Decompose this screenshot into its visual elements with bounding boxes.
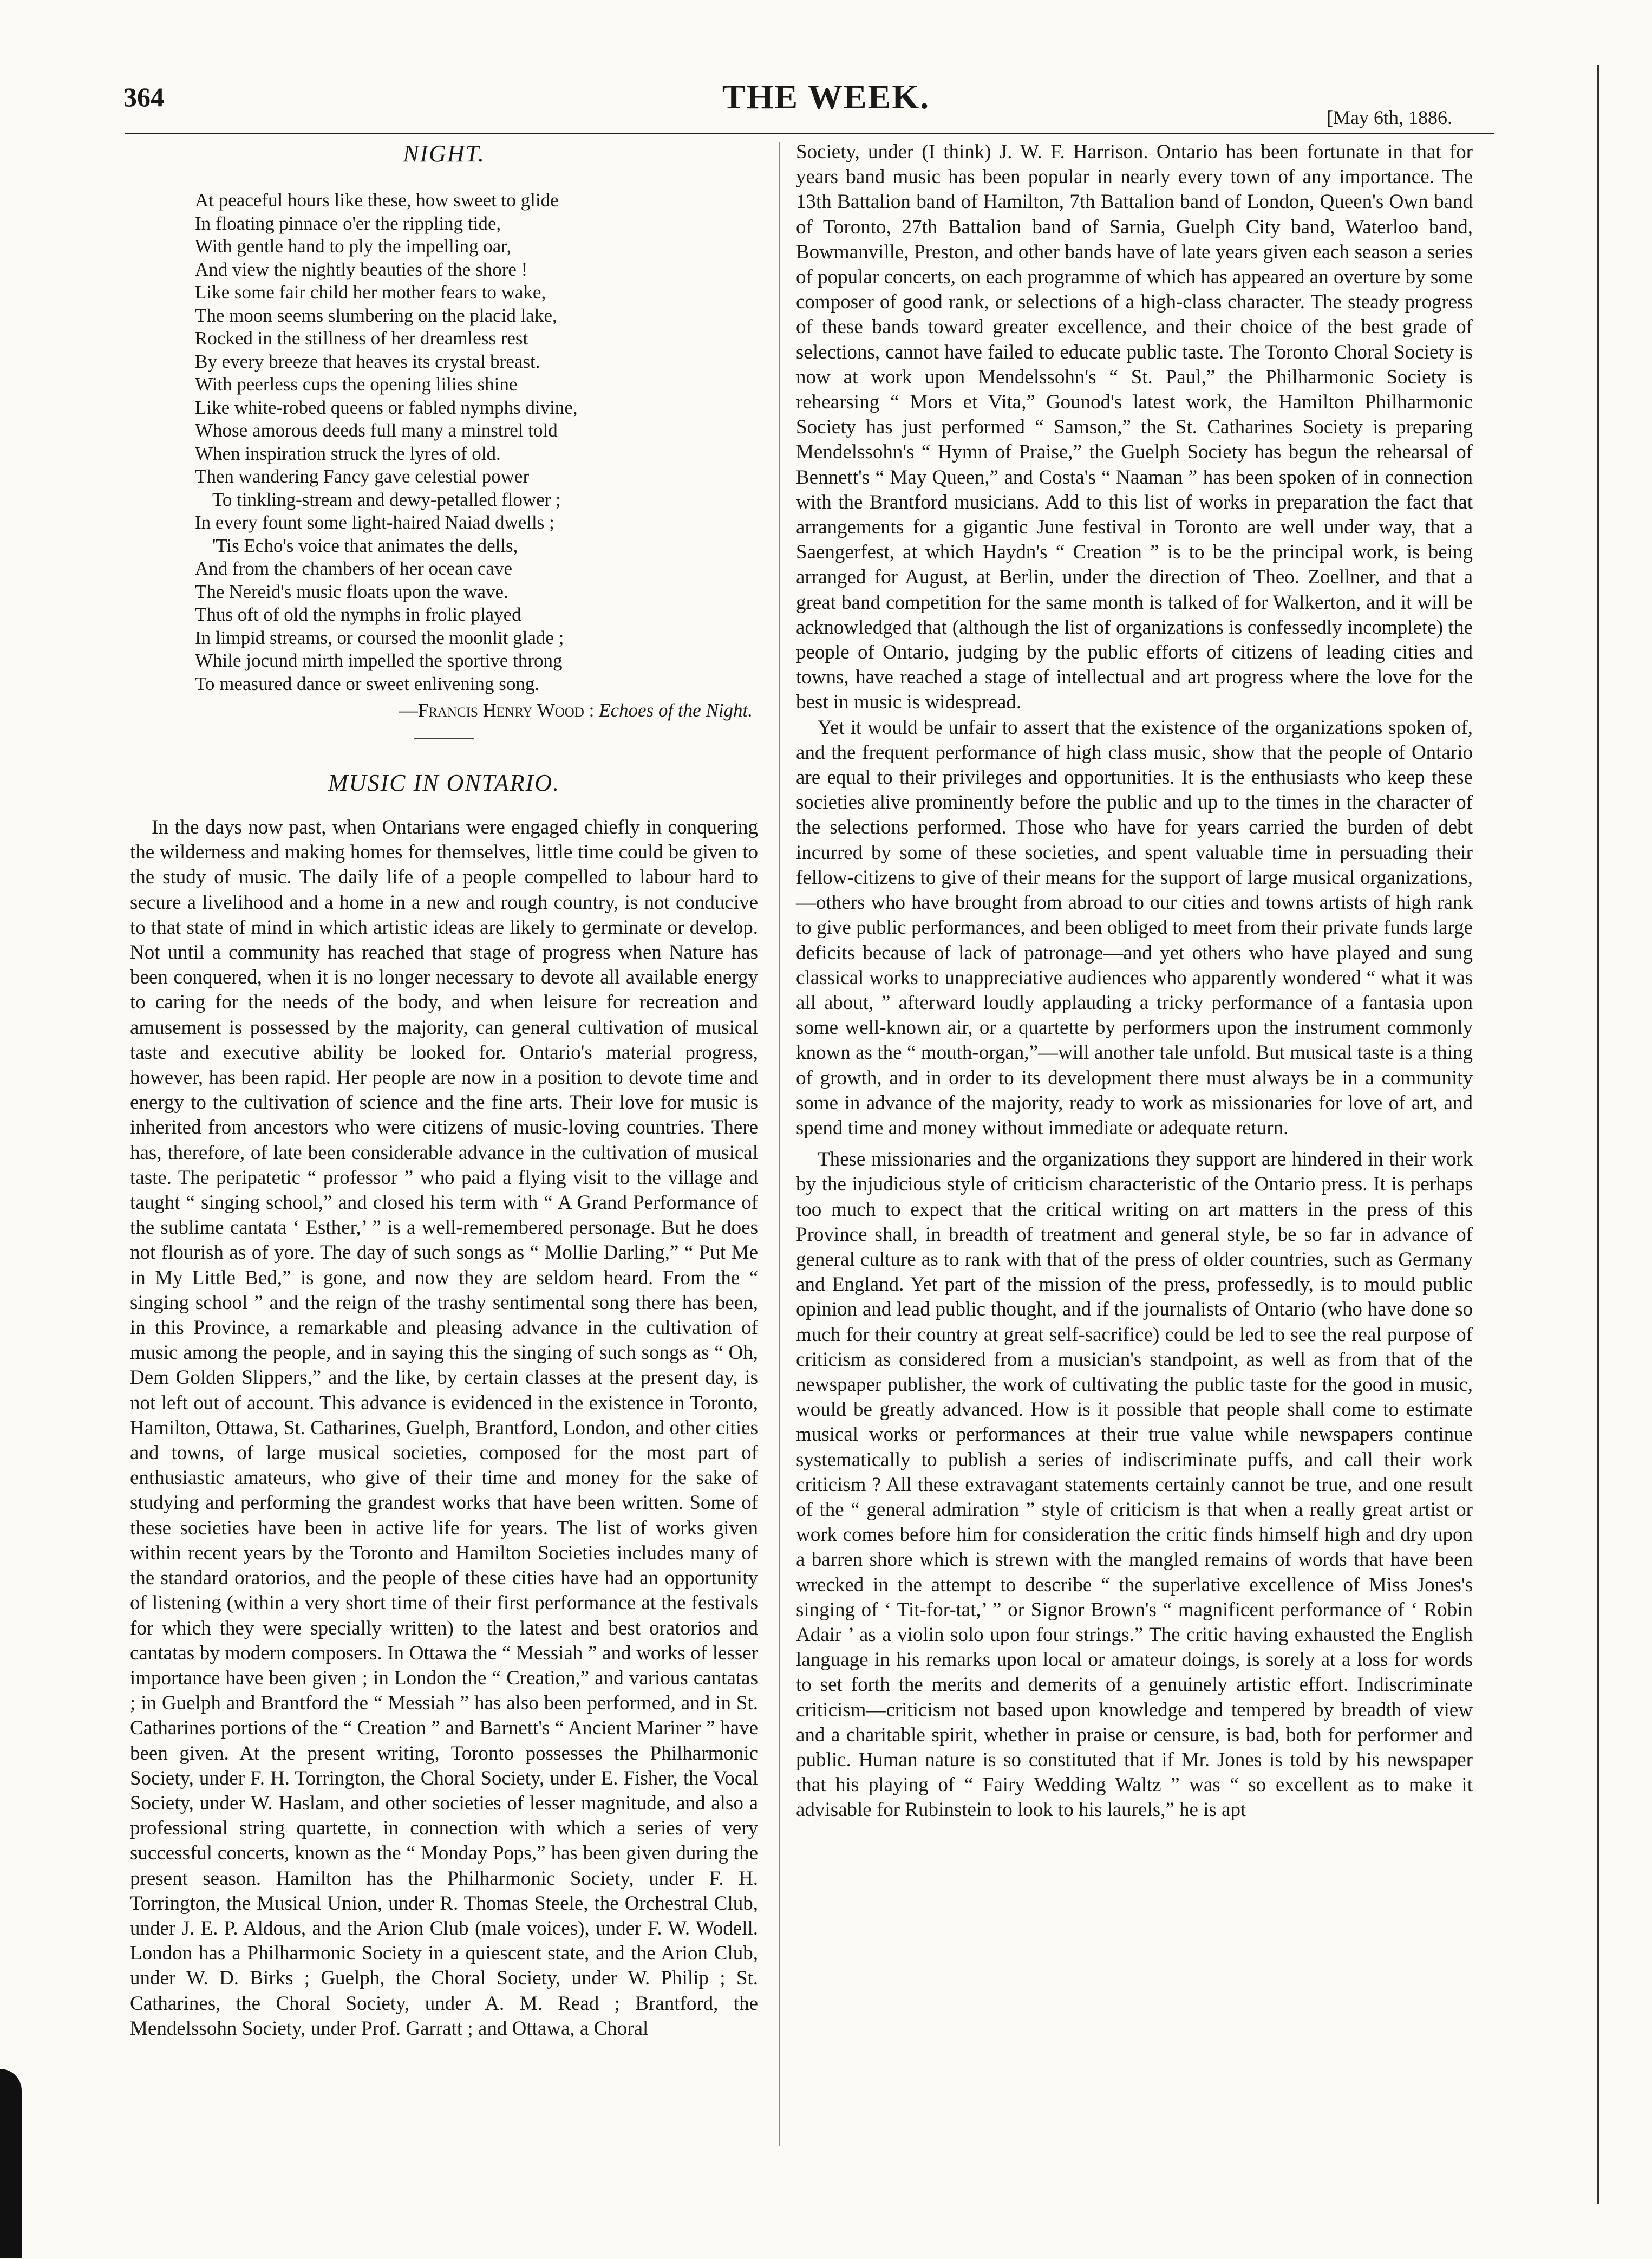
poem-line: In limpid streams, or coursed the moonlit glade ;: [195, 627, 564, 648]
attribution-separator: :: [584, 700, 599, 721]
poem-line: To tinkling-stream and dewy-petalled flower ;: [212, 489, 561, 510]
left-column: [130, 140, 758, 2041]
article-paragraph: Yet it would be unfair to assert that the existence of the organizations spoken of, and the frequent performance of high class music, show that the people of Ontario are equal to their privileges and opportunities. It is the enthusiasts who keep these societies alive prominently before the public and up to the times in the character of the selections performed. Those who have for years carried the burden of debt incurred by some of these societies, and spent valuable time in persuading their fellow-citizens to give of their means for the support of large musical organizations,—others who have brought from abroad to our cities and towns artists of high rank to give public performances, and been obliged to meet from their private funds large deficits because of lack of patronage—and yet others who have played and sung classical works to unappreciative audiences who apparently wondered “ what it was all about, ” afterward loudly applauding a tricky performance of a fantasia upon some well-known air, or a quartette by performers upon the instrument commonly known as the “ mouth-organ,”—will another tale unfold. But musical taste is a thing of growth, and in order to its development there must always be in a community some in advance of the majority, ready to work as missionaries for love of art, and spend time and money without immediate or adequate return.: [796, 716, 1473, 1139]
article-paragraph: These missionaries and the organizations they support are hindered in their work by the injudicious style of criticism characteristic of the Ontario press. It is perhaps too much to expect that the critical writing on art matters in the press of this Province shall, in breadth of treatment and general style, be so far in advance of general culture as to rank with that of the press of older countries, such as Germany and England. Yet part of the mission of the press, professedly, is to mould public opinion and lead public thought, and if the journalists of Ontario (who have done so much for their country at great self-sacrifice) could be led to see the real purpose of criticism as considered from a musician's standpoint, as well as from that of the newspaper publisher, the work of cultivating the public taste for the good in music, would be greatly advanced. How is it possible that people shall come to estimate musical works or performances at their true value while newspapers continue systematically to publish a series of indiscriminate puffs, and call their work criticism ? All these extravagant statements certainly cannot be true, and one result of the “ general admiration ” style of criticism is that when a really great artist or work comes before him for consideration the critic finds himself high and dry upon a barren shore which is strewn with the mangled remains of words that have been wrecked in the attempt to describe “ the superlative excellence of Miss Jones's singing of ‘ Tit-for-tat,’ ” or Signor Brown's “ magnificent performance of ‘ Robin Adair ’ as a violin solo upon four strings.” The critic having exhausted the English language in his remarks upon local or amateur doings, is sorely at a loss for words to set forth the merits and demerits of a genuinely artistic effort. Indiscriminate criticism—criticism not based upon knowledge and tempered by breadth of view and a charitable spirit, whether in praise or censure, is bad, both for performer and public. Human nature is so constituted that if Mr. Jones is told by his newspaper that his playing of “ Fairy Wedding Waltz ” was “ so excellent as to make it advisable for Rubinstein to look to his laurels,” he is apt: [796, 1148, 1473, 1821]
right-column: [796, 140, 1473, 1823]
article-paragraph: In the days now past, when Ontarians were engaged chiefly in conquering the wilderness and making homes for themselves, little time could be given to the study of music. The daily life of a people compelled to labour hard to secure a livelihood and a home in a new and rough country, is not conducive to that state of mind in which artistic ideas are likely to germinate or develop. Not until a community has reached that stage of progress when Nature has been conquered, when it is no longer necessary to devote all available energy to caring for the needs of the body, and when leisure for recreation and amusement is possessed by the majority, can general cultivation of musical taste and executive ability be looked for. Ontario's material progress, however, has been rapid. Her people are now in a position to devote time and energy to the cultivation of science and the fine arts. Their love for music is inherited from ancestors who were citizens of music-loving countries. There has, therefore, of late been considerable advance in the cultivation of musical taste. The peripatetic “ professor ” who paid a flying visit to the village and taught “ singing school,” and closed his term with “ A Grand Performance of the sublime cantata ‘ Esther,’ ” is a well-remembered personage. But he does not flourish as of yore. The day of such songs as “ Mollie Darling,” “ Put Me in My Little Bed,” is gone, and now they are seldom heard. From the “ singing school ” and the reign of the trashy sentimental song there has been, in this Province, a remarkable and pleasing advance in the cultivation of music among the people, and in saying this the singing of such songs as “ Oh, Dem Golden Slippers,” and the like, by certain classes at the present day, is not left out of account. This advance is evidenced in the existence in Toronto, Hamilton, Ottawa, St. Catharines, Guelph, Brantford, London, and other cities and towns, of large musical societies, composed for the most part of enthusiastic amateurs, who give of their time and money for the sake of studying and performing the grandest works that have been written. Some of these societies have been in active life for years. The list of works given within recent years by the Toronto and Hamilton Societies includes many of the standard oratorios, and the people of these cities have had an opportunity of listening (within a very short time of their first performance at the festivals for which they were specially written) to the latest and best oratorios and cantatas by modern composers. In Ottawa the “ Messiah ” and works of lesser importance have been given ; in London the “ Creation,” and various cantatas ; in Guelph and Brantford the “ Messiah ” has also been performed, and in St. Catharines portions of the “ Creation ” and Barnett's “ Ancient Mariner ” have been given. At the present writing, Toronto possesses the Philharmonic Society, under F. H. Torrington, the Choral Society, under E. Fisher, the Vocal Society, under W. Haslam, and other societies of lesser magnitude, and also a professional string quartette, in connection with which a series of very successful concerts, known as the “ Monday Pops,” has been given during the present season. Hamilton has the Philharmonic Society, under F. H. Torrington, the Musical Union, under R. Thomas Steele, the Orchestral Club, under J. E. P. Aldous, and the Arion Club (male voices), under F. W. Wodell. London has a Philharmonic Society in a quiescent state, and the Arion Club, under W. D. Birks ; Guelph, the Choral Society, under W. Philip ; St. Catharines, the Choral Society, under A. M. Read ; Brantford, the Mendelssohn Society, under Prof. Garratt ; and Ottawa, a Choral: [130, 816, 758, 2040]
poem-line: 'Tis Echo's voice that animates the dells,: [212, 535, 518, 556]
poem-line: The moon seems slumbering on the placid lake,: [195, 304, 557, 326]
poem-attribution: [130, 700, 753, 721]
poem-line: And from the chambers of her ocean cave: [195, 558, 512, 579]
masthead: THE WEEK.: [722, 77, 930, 116]
article-body-right: [796, 140, 1473, 1823]
poem-line: With peerless cups the opening lilies shine: [195, 374, 518, 395]
poem-line: In floating pinnace o'er the rippling tide,: [195, 212, 501, 234]
poem-line: And view the nightly beauties of the shore !: [195, 258, 528, 280]
attribution-dash: —: [399, 700, 418, 721]
poem-line: To measured dance or sweet enlivening song.: [195, 673, 540, 694]
poem-line: With gentle hand to ply the impelling oar,: [195, 236, 512, 257]
poem-author: Francis Henry Wood: [417, 700, 584, 721]
poem-line: Thus oft of old the nymphs in frolic played: [195, 604, 521, 625]
poem-body: [195, 189, 758, 695]
poem-source: Echoes of the Night.: [599, 700, 753, 721]
poem-line: While jocund mirth impelled the sportive throng: [195, 650, 563, 671]
issue-date: [May 6th, 1886.: [1327, 107, 1452, 128]
header-rule: [125, 133, 1494, 135]
poem-line: Then wandering Fancy gave celestial power: [195, 466, 530, 487]
poem-line: The Nereid's music floats upon the wave.: [195, 581, 508, 602]
article-title: MUSIC IN ONTARIO.: [328, 770, 560, 796]
poem-title: NIGHT.: [403, 140, 485, 167]
poem-line: At peaceful hours like these, how sweet to glide: [195, 190, 559, 211]
poem-line: Like white-robed queens or fabled nymphs divine,: [195, 396, 578, 418]
poem-line: Like some fair child her mother fears to wake,: [195, 282, 546, 303]
page-edge: [1597, 65, 1621, 2204]
article-body-left: [130, 815, 758, 2041]
poem-line: By every breeze that heaves its crystal breast.: [195, 350, 540, 372]
poem-line: When inspiration struck the lyres of old.: [195, 442, 501, 464]
section-separator: [414, 738, 474, 739]
poem-line: Rocked in the stillness of her dreamless rest: [195, 328, 528, 349]
page-number: 364: [123, 82, 164, 112]
article-paragraph: Society, under (I think) J. W. F. Harrison. Ontario has been fortunate in that for years band music has been popular in nearly every town of any importance. The 13th Battalion band of Hamilton, 7th Battalion band of London, Queen's Own band of Toronto, 27th Battalion band of Sarnia, Guelph City band, Waterloo band, Bowmanville, Preston, and other bands have of late years given each season a series of popular concerts, on each programme of which has appeared an overture by some composer of good rank, or selections of a high-class character. The steady progress of these bands toward greater excellence, and their choice of the best grade of selections, cannot have failed to educate public taste. The Toronto Choral Society is now at work upon Mendelssohn's “ St. Paul,” the Philharmonic Society is rehearsing “ Mors et Vita,” Gounod's latest work, the Hamilton Philharmonic Society has just performed “ Samson,” the St. Catharines Society is preparing Mendelssohn's “ Hymn of Praise,” the Guelph Society has begun the rehearsal of Bennett's “ May Queen,” and Costa's “ Naaman ” has been spoken of in connection with the Brantford musicians. Add to this list of works in preparation the fact that arrangements for a gigantic June festival in Toronto are well under way, that a Saengerfest, at which Haydn's “ Creation ” is to be the principal work, is being arranged for August, at Berlin, under the direction of Theo. Zoellner, and that a great band competition for the same month is talked of for Walkerton, and it will be acknowledged that (although the list of organizations is confessedly incomplete) the people of Ontario, judging by the public efforts of citizens of leading cities and towns, have reached a stage of intellectual and art progress where the love for the best in music is widespread.: [796, 141, 1473, 714]
column-divider: [779, 142, 780, 2146]
poem-line: Whose amorous deeds full many a minstrel told: [195, 420, 558, 441]
poem-line: In every fount some light-haired Naiad dwells ;: [195, 512, 554, 533]
page-corner-shadow: [0, 2069, 22, 2258]
